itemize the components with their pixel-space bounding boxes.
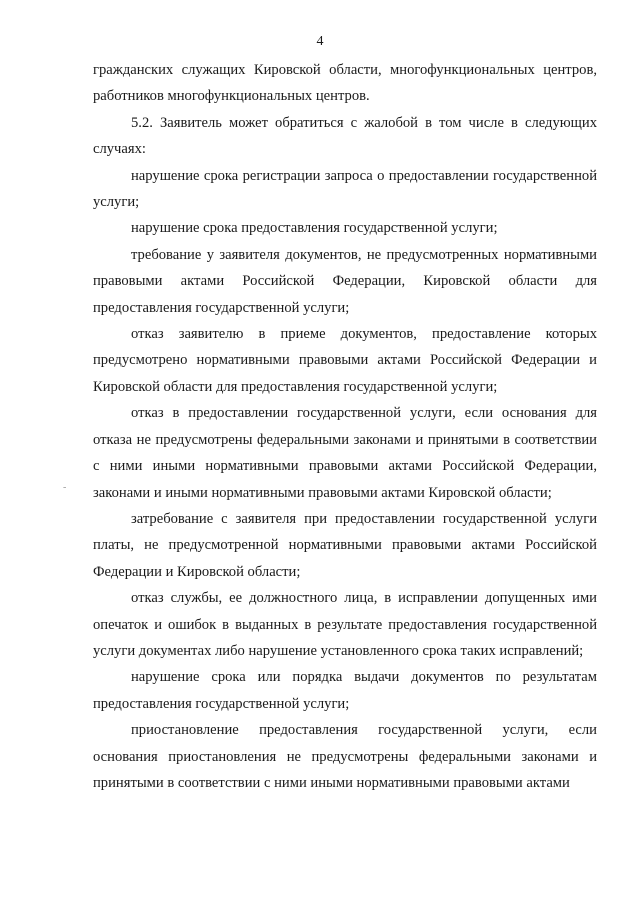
page-number: 4 <box>316 34 324 49</box>
paragraph-refusal-service: отказ в предоставлении государственной услуги, если основания для отказа не предусмотрены федеральными законами и принятыми в соответствии с ними иными нормативными правовыми актами Российской Федерации, законами и иными нормативными правовыми актами Кировской области; <box>93 405 597 501</box>
paragraph-5-2-intro: 5.2. Заявитель может обратиться с жалобой в том числе в следующих случаях: <box>93 114 597 158</box>
paragraph-correction-refusal: отказ службы, ее должностного лица, в исправлении допущенных ими опечаток и ошибок в выданных в результате предоставления государственной услуги документах либо нарушение установленного срока таких исправлений; <box>93 590 597 659</box>
paragraph-refusal-acceptance: отказ заявителю в приеме документов, предоставление которых предусмотрено нормативными правовыми актами Российской Федерации и Кировской области для предоставления государственной услуги; <box>93 326 597 395</box>
paragraph-registration-violation: нарушение срока регистрации запроса о предоставлении государственной услуги; <box>93 167 597 211</box>
paragraph-issuance-violation: нарушение срока или порядка выдачи документов по результатам предоставления государственной услуги; <box>93 669 597 712</box>
document-body <box>93 57 597 796</box>
scan-mark: - <box>63 482 67 493</box>
paragraph-continuation: гражданских служащих Кировской области, многофункциональных центров, работников многофункциональных центров. <box>93 62 597 105</box>
paragraph-service-term-violation: нарушение срока предоставления государственной услуги; <box>131 220 498 237</box>
paragraph-document-requirement: требование у заявителя документов, не предусмотренных нормативными правовыми актами Российской Федерации, Кировской области для предоставления государственной услуги; <box>93 246 597 316</box>
paragraph-fee-demand: затребование с заявителя при предоставлении государственной услуги платы, не предусмотренной нормативными правовыми актами Российской Федерации и Кировской области; <box>93 510 597 580</box>
paragraph-suspension: приостановление предоставления государственной услуги, если основания приостановления не предусмотрены федеральными законами и принятыми в соответствии с ними иными нормативными правовыми актами <box>93 722 597 791</box>
